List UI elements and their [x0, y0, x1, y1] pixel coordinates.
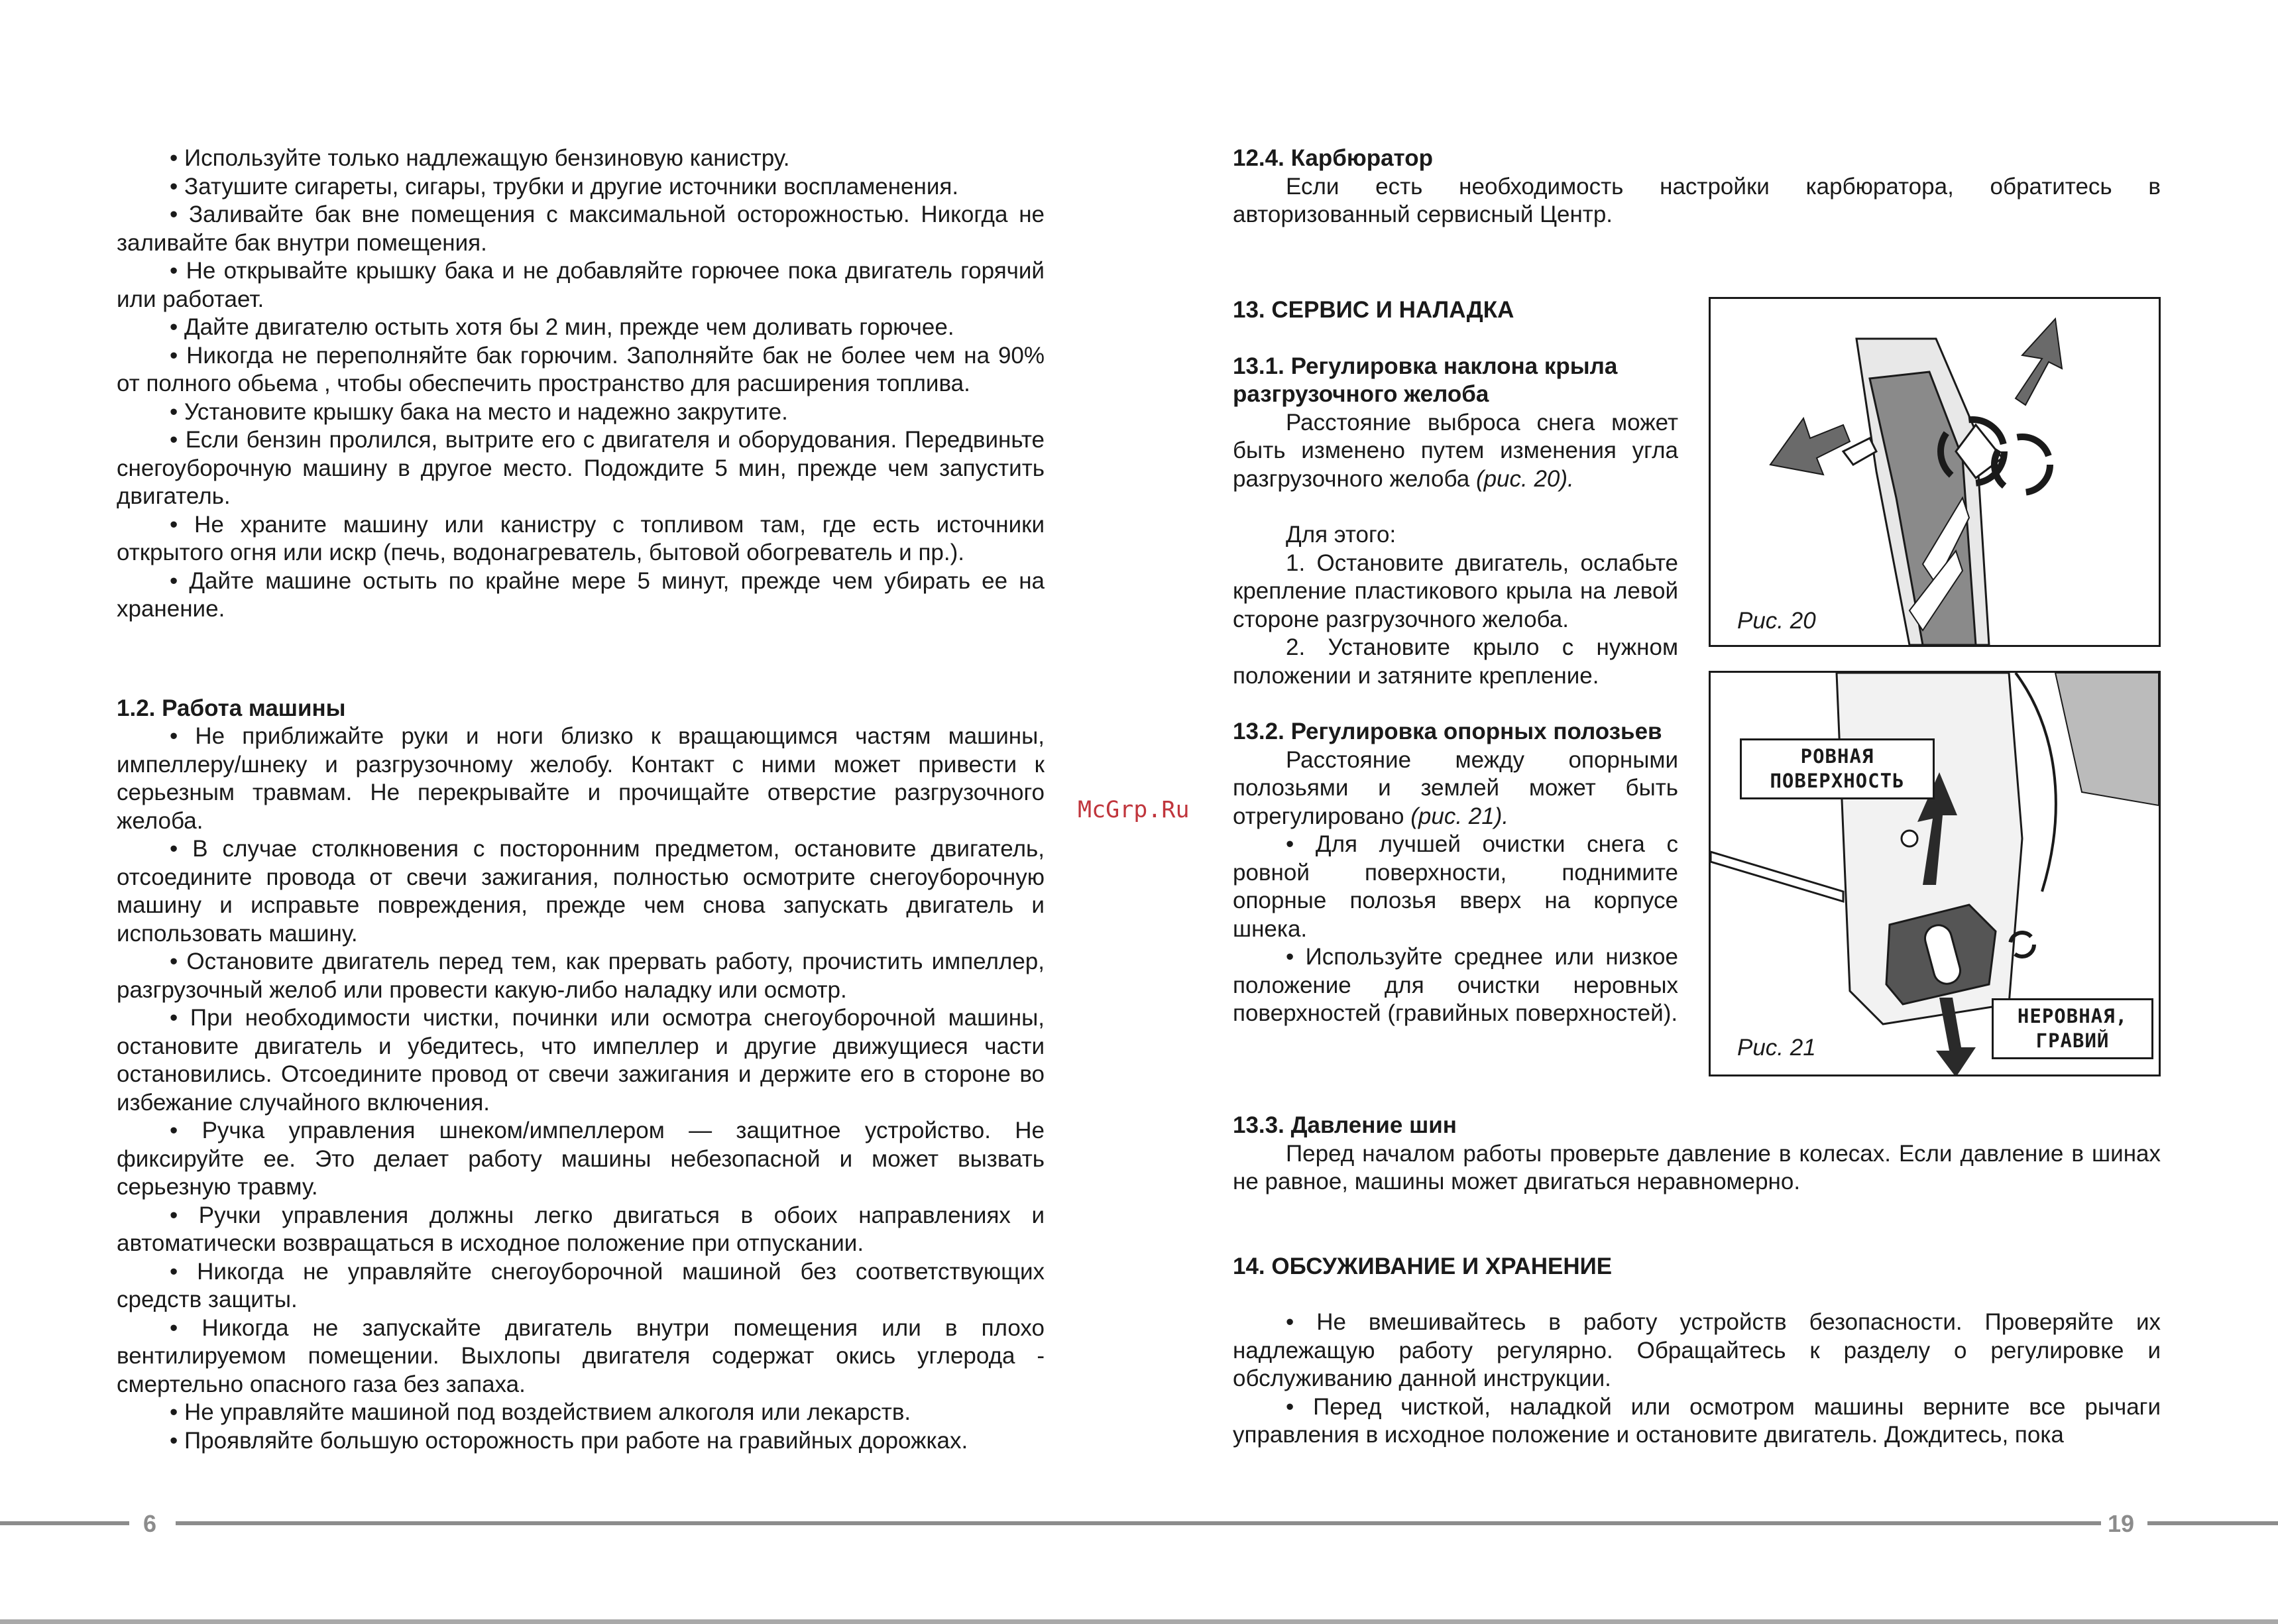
paragraph: • Никогда не запускайте двигатель внутри помещения или в плохо вентилируемом помещении. Выхлопы двигателя содержат окись углерода - смертельно опасного газа без запаха.: [117, 1314, 1045, 1397]
label-gravel-surface: НЕРОВНАЯ, ГРАВИЙ: [1992, 998, 2153, 1059]
paragraph: • Дайте двигателю остыть хотя бы 2 мин, прежде чем доливать горючее.: [170, 314, 954, 340]
section-heading: 14. ОБСУЖИВАНИЕ И ХРАНЕНИЕ: [1233, 1253, 1613, 1279]
paragraph: • Перед чисткой, наладкой или осмотром машины верните все рычаги управления в исходное положение и остановите двигатель. Дождитесь, пока: [1233, 1393, 2161, 1448]
section-heading: 13.3. Давление шин: [1233, 1112, 1457, 1138]
paragraph: • Не управляйте машиной под воздействием алкоголя или лекарств.: [170, 1399, 911, 1425]
figure-20: [1709, 297, 2161, 647]
paragraph: • Для лучшей очистки снега с ровной поверхности, поднимите опорные полозья вверх на корпусе шнека.: [1233, 831, 1678, 942]
paragraph: • Не вмешивайтесь в работу устройств безопасности. Проверяйте их надлежащую работу регулярно. Обращайтесь к разделу о регулировке и обслуживанию данной инструкции.: [1233, 1309, 2161, 1391]
paragraph: • Проявляйте большую осторожность при работе на гравийных дорожках.: [170, 1427, 968, 1454]
paragraph: 2. Установите крыло с нужном положении и затяните крепление.: [1233, 634, 1678, 689]
paragraph: • Ручка управления шнеком/импеллером — защитное устройство. Не фиксируйте ее. Это делает работу машины небезопасной и может вызвать серьезную травму.: [117, 1118, 1045, 1200]
paragraph: • Ручки управления должны легко двигаться в обоих направлениях и автоматически возвращаться в исходное положение при отпускании.: [117, 1202, 1045, 1256]
paragraph: • Никогда не управляйте снегоуборочной машиной без соответствующих средств защиты.: [117, 1258, 1045, 1312]
page-edge: [0, 1619, 2278, 1624]
footer-rule: [176, 1521, 2101, 1525]
paragraph: • При необходимости чистки, починки или осмотра снегоуборочной машины, остановите двигатель и убедитесь, что импеллер и другие движущиеся части остановились. Отсоедините провод от свечи зажигания и держите его в стороне во избежание случайного включения.: [117, 1005, 1045, 1116]
paragraph: • Дайте машине остыть по крайне мере 5 минут, прежде чем убирать ее на хранение.: [117, 567, 1045, 622]
section-heading: 13. СЕРВИС И НАЛАДКА: [1233, 297, 1514, 323]
figure-caption: Рис. 20: [1737, 608, 1816, 634]
paragraph: • Используйте среднее или низкое положение для очистки неровных поверхностей (гравийных поверхностей).: [1233, 944, 1678, 1026]
figure-21: [1709, 671, 2161, 1076]
page-number-right: 19: [2108, 1510, 2135, 1537]
paragraph: • Заливайте бак вне помещения с максимальной осторожностью. Никогда не заливайте бак внутри помещения.: [117, 202, 1045, 256]
section-heading: 1.2. Работа машины: [117, 695, 346, 721]
right-page-middle: [1233, 296, 1678, 1028]
paragraph: • Остановите двигатель перед тем, как прервать работу, прочистить импеллер, разгрузочный желоб или провести какую-либо наладку или осмотр.: [117, 949, 1045, 1003]
paragraph: Для этого:: [1286, 522, 1396, 548]
paragraph: Расстояние между опорными полозьями и землей может быть отрегулировано (рис. 21).: [1233, 746, 1678, 829]
right-page-top: [1233, 145, 2161, 229]
chute-deflector-illustration: [1711, 299, 2159, 645]
paragraph: Расстояние выброса снега может быть изменено путем изменения угла разгрузочного желоба (рис. 20).: [1233, 409, 1678, 492]
paragraph: • Никогда не переполняйте бак горючим. Заполняйте бак не более чем на 90% от полного обьема , чтобы обеспечить пространство для расширения топлива.: [117, 342, 1045, 396]
right-page-bottom: [1233, 1112, 2161, 1450]
label-flat-surface: РОВНАЯ ПОВЕРХНОСТЬ: [1740, 738, 1935, 799]
page-number-left: 6: [143, 1510, 157, 1537]
paragraph: • Установите крышку бака на место и надежно закрутите.: [170, 398, 788, 425]
section-heading: 12.4. Карбюратор: [1233, 145, 1433, 171]
paragraph: • В случае столкновения с посторонним предметом, остановите двигатель, отсоедините провода от свечи зажигания, полностью осмотрите снегоуборочную машину и исправьте повреждения, прежде чем снова запускать двигатель и использовать машину.: [117, 836, 1045, 947]
watermark: McGrp.Ru: [1078, 797, 1190, 823]
section-heading: 13.1. Регулировка наклона крыла разгрузочного желоба: [1233, 353, 1618, 407]
footer-rule: [0, 1521, 129, 1525]
paragraph: • Используйте только надлежащую бензиновую канистру.: [170, 145, 790, 171]
section-heading: 13.2. Регулировка опорных полозьев: [1233, 719, 1662, 744]
left-page-text: [117, 145, 1045, 1455]
figure-caption: Рис. 21: [1737, 1035, 1816, 1061]
paragraph: 1. Остановите двигатель, ослабьте крепление пластикового крыла на левой стороне разгрузочного желоба.: [1233, 550, 1678, 632]
paragraph: • Затушите сигареты, сигары, трубки и другие источники воспламенения.: [170, 173, 959, 200]
paragraph: Перед началом работы проверьте давление в колесах. Если давление в шинах не равное, машины может двигаться неравномерно.: [1233, 1140, 2161, 1194]
paragraph: • Не приближайте руки и ноги близко к вращающимся частям машины, импеллеру/шнеку и разгрузочному желобу. Контакт с ними может привести к серьезным травмам. Не перекрывайте и прочищайте отверстие разгрузочного желоба.: [117, 723, 1045, 834]
paragraph: Если есть необходимость настройки карбюратора, обратитесь в авторизованный сервисный Центр.: [1233, 173, 2161, 227]
paragraph: • Если бензин пролился, вытрите его с двигателя и оборудования. Передвиньте снегоуборочную машину в другое место. Подождите 5 мин, прежде чем запустить двигатель.: [117, 427, 1045, 509]
paragraph: • Не открывайте крышку бака и не добавляйте горючее пока двигатель горячий или работает.: [117, 258, 1045, 312]
footer-rule: [2147, 1521, 2278, 1525]
paragraph: • Не храните машину или канистру с топливом там, где есть источники открытого огня или искр (печь, водонагреватель, бытовой обогреватель и пр.).: [117, 511, 1045, 565]
